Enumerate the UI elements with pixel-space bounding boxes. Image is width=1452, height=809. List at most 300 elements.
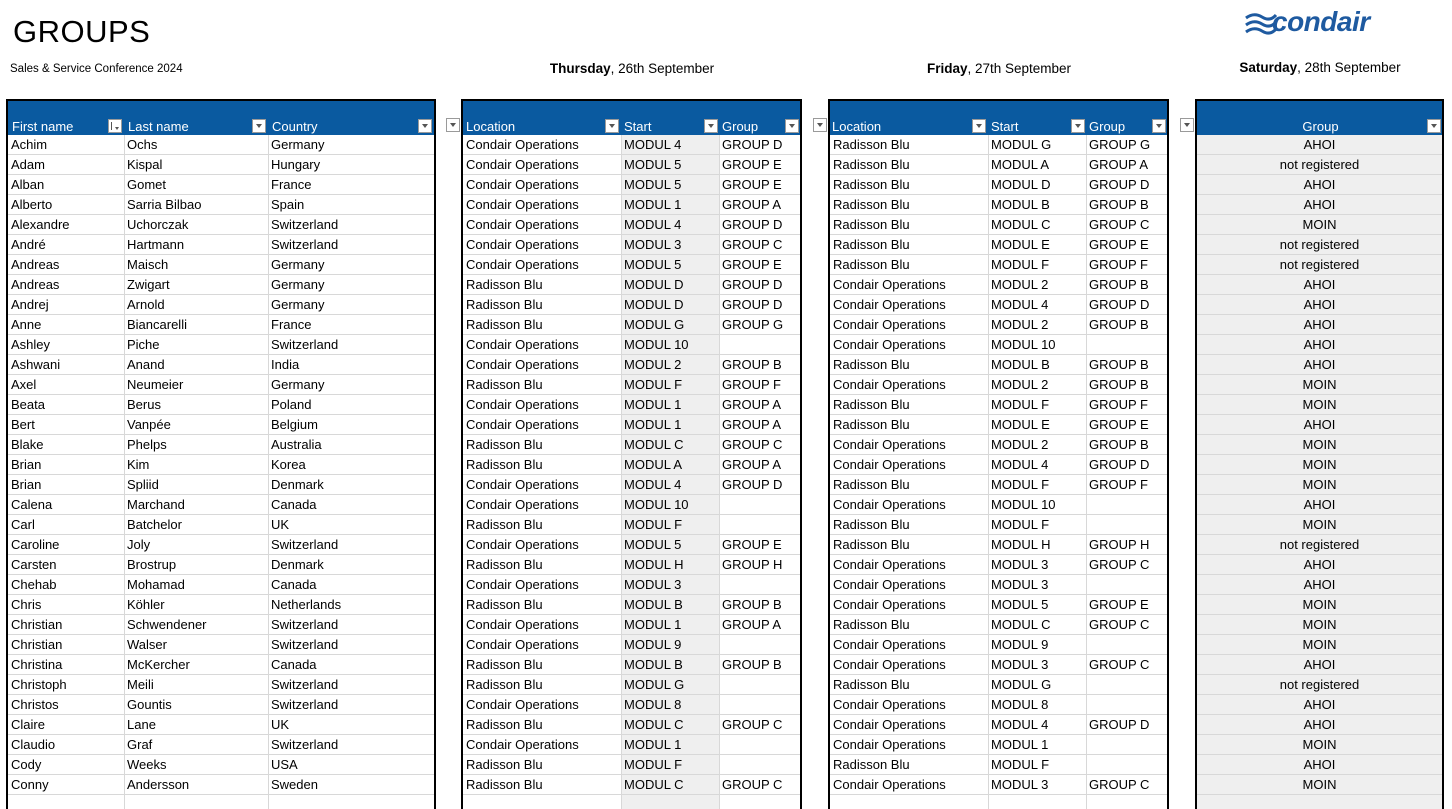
table-cell[interactable]: Radisson Blu <box>833 417 910 432</box>
table-cell[interactable]: MODUL C <box>621 775 719 794</box>
table-cell[interactable]: MODUL G <box>621 675 719 694</box>
table-cell[interactable]: Germany <box>271 137 325 152</box>
table-cell[interactable]: UK <box>271 717 290 732</box>
table-cell[interactable]: Köhler <box>127 597 165 612</box>
table-cell[interactable]: GROUP C <box>1089 657 1150 672</box>
table-cell[interactable]: GROUP D <box>1089 717 1150 732</box>
table-cell[interactable] <box>1086 635 1167 654</box>
table-cell[interactable]: Canada <box>271 657 317 672</box>
table-cell[interactable]: Christian <box>11 617 63 632</box>
table-cell[interactable]: MODUL 10 <box>621 495 719 514</box>
table-cell[interactable]: Kim <box>127 457 150 472</box>
table-cell[interactable]: MODUL 5 <box>621 535 719 554</box>
table-cell[interactable]: Condair Operations <box>833 597 946 612</box>
table-cell[interactable]: USA <box>271 757 298 772</box>
table-cell[interactable]: GROUP C <box>722 777 783 792</box>
table-cell[interactable]: GROUP G <box>722 317 784 332</box>
table-cell[interactable]: MODUL A <box>621 455 719 474</box>
table-cell[interactable]: Meili <box>127 677 154 692</box>
table-cell[interactable]: France <box>271 317 312 332</box>
table-cell[interactable]: MODUL 4 <box>991 297 1049 312</box>
table-cell[interactable]: MODUL F <box>621 755 719 774</box>
table-cell[interactable]: not registered <box>1197 235 1442 254</box>
table-cell[interactable]: MODUL 1 <box>621 615 719 634</box>
table-cell[interactable]: Condair Operations <box>833 297 946 312</box>
table-cell[interactable]: Gomet <box>127 177 167 192</box>
table-cell[interactable]: MODUL 8 <box>991 697 1049 712</box>
table-cell[interactable]: GROUP D <box>722 477 783 492</box>
table-cell[interactable]: Radisson Blu <box>833 157 910 172</box>
table-cell[interactable]: MODUL C <box>621 435 719 454</box>
table-cell[interactable]: MODUL F <box>991 757 1050 772</box>
table-cell[interactable] <box>719 675 800 694</box>
table-cell[interactable]: GROUP C <box>1089 777 1150 792</box>
table-cell[interactable]: MODUL 10 <box>991 497 1056 512</box>
table-cell[interactable]: Radisson Blu <box>466 317 543 332</box>
table-cell[interactable]: MOIN <box>1197 515 1442 534</box>
table-cell[interactable]: GROUP D <box>1089 457 1150 472</box>
table-cell[interactable]: McKercher <box>127 657 190 672</box>
table-cell[interactable]: India <box>271 357 300 372</box>
filter-button-group[interactable] <box>785 119 799 133</box>
table-cell[interactable]: Condair Operations <box>833 717 946 732</box>
table-cell[interactable]: Condair Operations <box>466 417 579 432</box>
table-cell[interactable]: MOIN <box>1197 375 1442 394</box>
table-cell[interactable]: Gountis <box>127 697 172 712</box>
table-cell[interactable]: MODUL G <box>621 315 719 334</box>
table-cell[interactable]: Switzerland <box>271 637 339 652</box>
table-cell[interactable]: Radisson Blu <box>466 657 543 672</box>
table-cell[interactable]: Condair Operations <box>833 737 946 752</box>
table-cell[interactable]: Condair Operations <box>466 237 579 252</box>
table-cell[interactable]: not registered <box>1197 535 1442 554</box>
table-cell[interactable]: MODUL D <box>991 177 1051 192</box>
table-cell[interactable]: Andreas <box>11 257 60 272</box>
table-cell[interactable]: Radisson Blu <box>466 517 543 532</box>
table-cell[interactable]: GROUP E <box>1089 237 1149 252</box>
table-cell[interactable]: Condair Operations <box>833 277 946 292</box>
table-cell[interactable]: Claire <box>11 717 45 732</box>
table-cell[interactable]: Radisson Blu <box>466 557 543 572</box>
table-cell[interactable]: GROUP F <box>1089 477 1148 492</box>
table-cell[interactable] <box>1086 735 1167 754</box>
table-cell[interactable]: Condair Operations <box>466 697 579 712</box>
table-cell[interactable]: Netherlands <box>271 597 342 612</box>
table-cell[interactable]: Hungary <box>271 157 321 172</box>
table-cell[interactable]: Australia <box>271 437 322 452</box>
table-cell[interactable]: Radisson Blu <box>833 477 910 492</box>
table-cell[interactable]: Ashwani <box>11 357 61 372</box>
table-cell[interactable]: Andersson <box>127 777 190 792</box>
table-cell[interactable]: Maisch <box>127 257 169 272</box>
table-cell[interactable]: Condair Operations <box>466 397 579 412</box>
filter-dropdown-button[interactable] <box>446 118 460 132</box>
table-cell[interactable]: Radisson Blu <box>466 717 543 732</box>
table-cell[interactable]: Condair Operations <box>466 617 579 632</box>
table-cell[interactable]: Spain <box>271 197 305 212</box>
table-cell[interactable]: Condair Operations <box>466 217 579 232</box>
table-cell[interactable] <box>719 735 800 754</box>
table-cell[interactable]: Condair Operations <box>833 777 946 792</box>
table-cell[interactable]: Switzerland <box>271 217 339 232</box>
table-cell[interactable]: Spliid <box>127 477 159 492</box>
table-cell[interactable]: Ochs <box>127 137 158 152</box>
table-cell[interactable]: Korea <box>271 457 306 472</box>
table-cell[interactable]: GROUP A <box>722 197 782 212</box>
table-cell[interactable]: MODUL 4 <box>621 215 719 234</box>
table-cell[interactable]: Alexandre <box>11 217 70 232</box>
table-cell[interactable]: GROUP B <box>722 597 782 612</box>
table-cell[interactable]: Condair Operations <box>466 177 579 192</box>
table-cell[interactable]: MODUL B <box>991 357 1050 372</box>
table-cell[interactable]: GROUP B <box>1089 197 1149 212</box>
table-cell[interactable]: Phelps <box>127 437 167 452</box>
table-cell[interactable]: Switzerland <box>271 617 339 632</box>
table-cell[interactable] <box>719 755 800 774</box>
table-cell[interactable]: MODUL 2 <box>991 377 1049 392</box>
table-cell[interactable]: MODUL 5 <box>991 597 1049 612</box>
table-cell[interactable]: AHOI <box>1197 315 1442 334</box>
table-cell[interactable]: AHOI <box>1197 335 1442 354</box>
table-cell[interactable]: France <box>271 177 312 192</box>
filter-dropdown-button[interactable] <box>813 118 827 132</box>
table-cell[interactable]: Radisson Blu <box>833 537 910 552</box>
table-cell[interactable]: MODUL 4 <box>621 475 719 494</box>
table-cell[interactable]: Radisson Blu <box>833 397 910 412</box>
table-cell[interactable]: MODUL 2 <box>991 277 1049 292</box>
table-cell[interactable]: MODUL G <box>991 677 1052 692</box>
table-cell[interactable]: Radisson Blu <box>833 137 910 152</box>
table-cell[interactable]: MODUL F <box>991 397 1050 412</box>
table-cell[interactable]: GROUP A <box>722 457 782 472</box>
table-cell[interactable]: Condair Operations <box>833 557 946 572</box>
table-cell[interactable]: Canada <box>271 497 317 512</box>
table-cell[interactable]: Chris <box>11 597 42 612</box>
table-cell[interactable]: Carl <box>11 517 35 532</box>
table-cell[interactable]: AHOI <box>1197 695 1442 714</box>
table-cell[interactable]: Neumeier <box>127 377 184 392</box>
table-cell[interactable]: MODUL 5 <box>621 255 719 274</box>
table-cell[interactable]: GROUP E <box>722 157 782 172</box>
table-cell[interactable]: MODUL 4 <box>991 457 1049 472</box>
table-cell[interactable]: Radisson Blu <box>833 197 910 212</box>
table-cell[interactable]: MOIN <box>1197 635 1442 654</box>
table-cell[interactable]: Chehab <box>11 577 57 592</box>
table-cell[interactable]: GROUP E <box>1089 597 1149 612</box>
table-cell[interactable]: Denmark <box>271 477 324 492</box>
table-cell[interactable]: MOIN <box>1197 455 1442 474</box>
table-cell[interactable]: AHOI <box>1197 355 1442 374</box>
table-cell[interactable]: Bert <box>11 417 35 432</box>
table-cell[interactable]: Brostrup <box>127 557 177 572</box>
table-cell[interactable]: Condair Operations <box>466 157 579 172</box>
table-cell[interactable] <box>1086 695 1167 714</box>
table-cell[interactable]: GROUP F <box>722 377 781 392</box>
table-cell[interactable]: MODUL A <box>991 157 1050 172</box>
table-cell[interactable]: Caroline <box>11 537 60 552</box>
table-cell[interactable]: MODUL 2 <box>991 317 1049 332</box>
filter-button-last-name[interactable] <box>252 119 266 133</box>
table-cell[interactable]: MODUL F <box>991 517 1050 532</box>
table-cell[interactable]: Condair Operations <box>833 697 946 712</box>
table-cell[interactable]: Piche <box>127 337 160 352</box>
table-cell[interactable]: GROUP A <box>722 397 782 412</box>
filter-button-location[interactable] <box>605 119 619 133</box>
table-cell[interactable]: Claudio <box>11 737 56 752</box>
table-cell[interactable]: Condair Operations <box>833 317 946 332</box>
table-cell[interactable]: MODUL F <box>621 375 719 394</box>
table-cell[interactable]: Condair Operations <box>833 497 946 512</box>
table-cell[interactable]: MOIN <box>1197 735 1442 754</box>
table-cell[interactable]: MODUL 3 <box>991 657 1049 672</box>
table-cell[interactable]: Graf <box>127 737 153 752</box>
table-cell[interactable]: Marchand <box>127 497 185 512</box>
filter-button-start[interactable] <box>1071 119 1085 133</box>
table-cell[interactable]: GROUP D <box>722 137 783 152</box>
table-cell[interactable]: Belgium <box>271 417 318 432</box>
table-cell[interactable] <box>719 695 800 714</box>
table-cell[interactable]: Condair Operations <box>466 577 579 592</box>
table-cell[interactable]: Christian <box>11 637 63 652</box>
table-cell[interactable]: Condair Operations <box>833 337 946 352</box>
table-cell[interactable]: Condair Operations <box>466 477 579 492</box>
table-cell[interactable]: GROUP B <box>1089 437 1149 452</box>
table-cell[interactable]: Andreas <box>11 277 60 292</box>
table-cell[interactable]: GROUP B <box>1089 317 1149 332</box>
table-cell[interactable]: MODUL 1 <box>991 737 1049 752</box>
table-cell[interactable]: MODUL 10 <box>991 337 1056 352</box>
table-cell[interactable]: Berus <box>127 397 161 412</box>
table-cell[interactable]: MODUL 10 <box>621 335 719 354</box>
table-cell[interactable]: Christos <box>11 697 59 712</box>
table-cell[interactable]: GROUP C <box>1089 557 1150 572</box>
table-cell[interactable]: Condair Operations <box>833 577 946 592</box>
table-cell[interactable]: Switzerland <box>271 337 339 352</box>
table-cell[interactable] <box>719 335 800 354</box>
table-cell[interactable]: GROUP C <box>722 237 783 252</box>
table-cell[interactable]: Radisson Blu <box>833 217 910 232</box>
table-cell[interactable]: Condair Operations <box>466 497 579 512</box>
table-cell[interactable]: Condair Operations <box>466 337 579 352</box>
table-cell[interactable]: Radisson Blu <box>833 257 910 272</box>
table-cell[interactable]: Condair Operations <box>466 197 579 212</box>
table-cell[interactable]: Anand <box>127 357 165 372</box>
table-cell[interactable]: Radisson Blu <box>833 617 910 632</box>
table-cell[interactable]: AHOI <box>1197 575 1442 594</box>
table-cell[interactable]: Axel <box>11 377 37 392</box>
table-cell[interactable]: MODUL E <box>991 237 1050 252</box>
table-cell[interactable]: GROUP F <box>1089 257 1148 272</box>
table-cell[interactable]: Calena <box>11 497 53 512</box>
table-cell[interactable]: UK <box>271 517 290 532</box>
table-cell[interactable]: Uchorczak <box>127 217 189 232</box>
table-cell[interactable]: Radisson Blu <box>466 777 543 792</box>
table-cell[interactable]: AHOI <box>1197 195 1442 214</box>
table-cell[interactable]: MODUL G <box>991 137 1052 152</box>
table-cell[interactable]: MODUL F <box>621 515 719 534</box>
table-cell[interactable]: Christoph <box>11 677 67 692</box>
table-cell[interactable]: Kispal <box>127 157 163 172</box>
table-cell[interactable] <box>719 635 800 654</box>
table-cell[interactable]: GROUP D <box>722 217 783 232</box>
table-cell[interactable]: Andrej <box>11 297 49 312</box>
table-cell[interactable]: Lane <box>127 717 156 732</box>
table-cell[interactable]: MODUL C <box>991 617 1051 632</box>
table-cell[interactable]: GROUP G <box>1089 137 1151 152</box>
table-cell[interactable]: AHOI <box>1197 495 1442 514</box>
table-cell[interactable]: not registered <box>1197 675 1442 694</box>
table-cell[interactable]: Canada <box>271 577 317 592</box>
table-cell[interactable]: GROUP D <box>722 277 783 292</box>
table-cell[interactable]: GROUP C <box>1089 617 1150 632</box>
table-cell[interactable]: Brian <box>11 457 42 472</box>
table-cell[interactable]: MODUL B <box>621 655 719 674</box>
table-cell[interactable]: AHOI <box>1197 755 1442 774</box>
table-cell[interactable]: MODUL 9 <box>621 635 719 654</box>
table-cell[interactable]: Germany <box>271 257 325 272</box>
table-cell[interactable]: GROUP B <box>1089 357 1149 372</box>
table-cell[interactable]: Walser <box>127 637 167 652</box>
table-cell[interactable]: Condair Operations <box>833 377 946 392</box>
filter-button-location[interactable] <box>972 119 986 133</box>
table-cell[interactable]: GROUP B <box>1089 277 1149 292</box>
table-cell[interactable]: Schwendener <box>127 617 207 632</box>
table-cell[interactable]: Vanpée <box>127 417 171 432</box>
table-cell[interactable]: GROUP H <box>722 557 783 572</box>
table-cell[interactable]: Switzerland <box>271 537 339 552</box>
table-cell[interactable]: Condair Operations <box>466 137 579 152</box>
table-cell[interactable]: GROUP B <box>722 357 782 372</box>
table-cell[interactable]: MODUL H <box>991 537 1051 552</box>
table-cell[interactable] <box>1086 575 1167 594</box>
table-cell[interactable]: MODUL 8 <box>621 695 719 714</box>
table-cell[interactable]: Condair Operations <box>833 437 946 452</box>
table-cell[interactable]: GROUP B <box>1089 377 1149 392</box>
table-cell[interactable]: Condair Operations <box>833 457 946 472</box>
table-cell[interactable]: Switzerland <box>271 697 339 712</box>
table-cell[interactable]: AHOI <box>1197 415 1442 434</box>
table-cell[interactable]: MODUL B <box>991 197 1050 212</box>
table-cell[interactable]: Switzerland <box>271 737 339 752</box>
table-cell[interactable]: MODUL 3 <box>621 235 719 254</box>
table-cell[interactable]: Anne <box>11 317 42 332</box>
table-cell[interactable]: Radisson Blu <box>466 277 543 292</box>
table-cell[interactable]: MODUL 1 <box>621 415 719 434</box>
table-cell[interactable]: Batchelor <box>127 517 182 532</box>
table-cell[interactable]: MOIN <box>1197 595 1442 614</box>
table-cell[interactable]: GROUP C <box>1089 217 1150 232</box>
table-cell[interactable]: MODUL B <box>621 595 719 614</box>
table-cell[interactable]: Biancarelli <box>127 317 187 332</box>
table-cell[interactable] <box>1086 755 1167 774</box>
table-cell[interactable]: Carsten <box>11 557 57 572</box>
table-cell[interactable]: Radisson Blu <box>833 677 910 692</box>
table-cell[interactable]: Radisson Blu <box>466 757 543 772</box>
table-cell[interactable]: Condair Operations <box>466 637 579 652</box>
table-cell[interactable]: MOIN <box>1197 215 1442 234</box>
filter-button-group[interactable] <box>1427 119 1441 133</box>
table-cell[interactable]: AHOI <box>1197 715 1442 734</box>
table-cell[interactable]: Adam <box>11 157 45 172</box>
table-cell[interactable]: GROUP A <box>722 417 782 432</box>
table-cell[interactable]: Mohamad <box>127 577 185 592</box>
table-cell[interactable]: not registered <box>1197 255 1442 274</box>
table-cell[interactable]: Condair Operations <box>466 257 579 272</box>
table-cell[interactable]: GROUP E <box>722 537 782 552</box>
table-cell[interactable]: Alban <box>11 177 45 192</box>
table-cell[interactable]: MODUL 3 <box>991 557 1049 572</box>
table-cell[interactable]: Weeks <box>127 757 167 772</box>
filter-button-group[interactable] <box>1152 119 1166 133</box>
table-cell[interactable]: GROUP D <box>1089 177 1150 192</box>
table-cell[interactable]: MODUL C <box>991 217 1051 232</box>
table-cell[interactable]: MOIN <box>1197 475 1442 494</box>
table-cell[interactable]: Joly <box>127 537 151 552</box>
table-cell[interactable]: Germany <box>271 377 325 392</box>
table-cell[interactable]: MODUL E <box>991 417 1050 432</box>
table-cell[interactable]: Radisson Blu <box>466 457 543 472</box>
table-cell[interactable]: Achim <box>11 137 48 152</box>
table-cell[interactable]: MOIN <box>1197 435 1442 454</box>
table-cell[interactable]: Radisson Blu <box>833 517 910 532</box>
table-cell[interactable]: MODUL 9 <box>991 637 1049 652</box>
table-cell[interactable]: MODUL 5 <box>621 155 719 174</box>
table-cell[interactable]: Radisson Blu <box>466 437 543 452</box>
table-cell[interactable]: MODUL 4 <box>991 717 1049 732</box>
table-cell[interactable]: Germany <box>271 297 325 312</box>
table-cell[interactable] <box>719 575 800 594</box>
table-cell[interactable]: Condair Operations <box>833 637 946 652</box>
table-cell[interactable]: Condair Operations <box>833 657 946 672</box>
table-cell[interactable]: MODUL 2 <box>991 437 1049 452</box>
table-cell[interactable]: GROUP D <box>722 297 783 312</box>
table-cell[interactable]: AHOI <box>1197 135 1442 154</box>
table-cell[interactable] <box>719 495 800 514</box>
table-cell[interactable] <box>1086 675 1167 694</box>
table-cell[interactable]: MOIN <box>1197 775 1442 794</box>
table-cell[interactable]: MODUL 3 <box>991 777 1049 792</box>
table-cell[interactable]: MODUL D <box>621 275 719 294</box>
table-cell[interactable]: Blake <box>11 437 44 452</box>
table-cell[interactable]: Radisson Blu <box>833 757 910 772</box>
table-cell[interactable]: Hartmann <box>127 237 185 252</box>
table-cell[interactable]: GROUP E <box>722 177 782 192</box>
table-cell[interactable]: Alberto <box>11 197 53 212</box>
table-cell[interactable]: Condair Operations <box>466 737 579 752</box>
table-cell[interactable]: not registered <box>1197 155 1442 174</box>
table-cell[interactable]: GROUP B <box>722 657 782 672</box>
filter-button-start[interactable] <box>704 119 718 133</box>
table-cell[interactable]: Christina <box>11 657 63 672</box>
filter-dropdown-button[interactable] <box>1180 118 1194 132</box>
table-cell[interactable]: Ashley <box>11 337 51 352</box>
table-cell[interactable]: AHOI <box>1197 295 1442 314</box>
table-cell[interactable]: MODUL 1 <box>621 735 719 754</box>
table-cell[interactable]: AHOI <box>1197 655 1442 674</box>
table-cell[interactable]: Radisson Blu <box>466 297 543 312</box>
sort-filter-button-first-name[interactable] <box>108 119 122 133</box>
table-cell[interactable]: Cody <box>11 757 42 772</box>
table-cell[interactable]: Conny <box>11 777 49 792</box>
table-cell[interactable]: GROUP C <box>722 717 783 732</box>
table-cell[interactable]: MODUL 1 <box>621 195 719 214</box>
table-cell[interactable]: GROUP D <box>1089 297 1150 312</box>
table-cell[interactable]: Radisson Blu <box>833 237 910 252</box>
table-cell[interactable]: André <box>11 237 46 252</box>
table-cell[interactable]: GROUP H <box>1089 537 1150 552</box>
table-cell[interactable]: Radisson Blu <box>466 377 543 392</box>
table-cell[interactable]: Condair Operations <box>466 357 579 372</box>
